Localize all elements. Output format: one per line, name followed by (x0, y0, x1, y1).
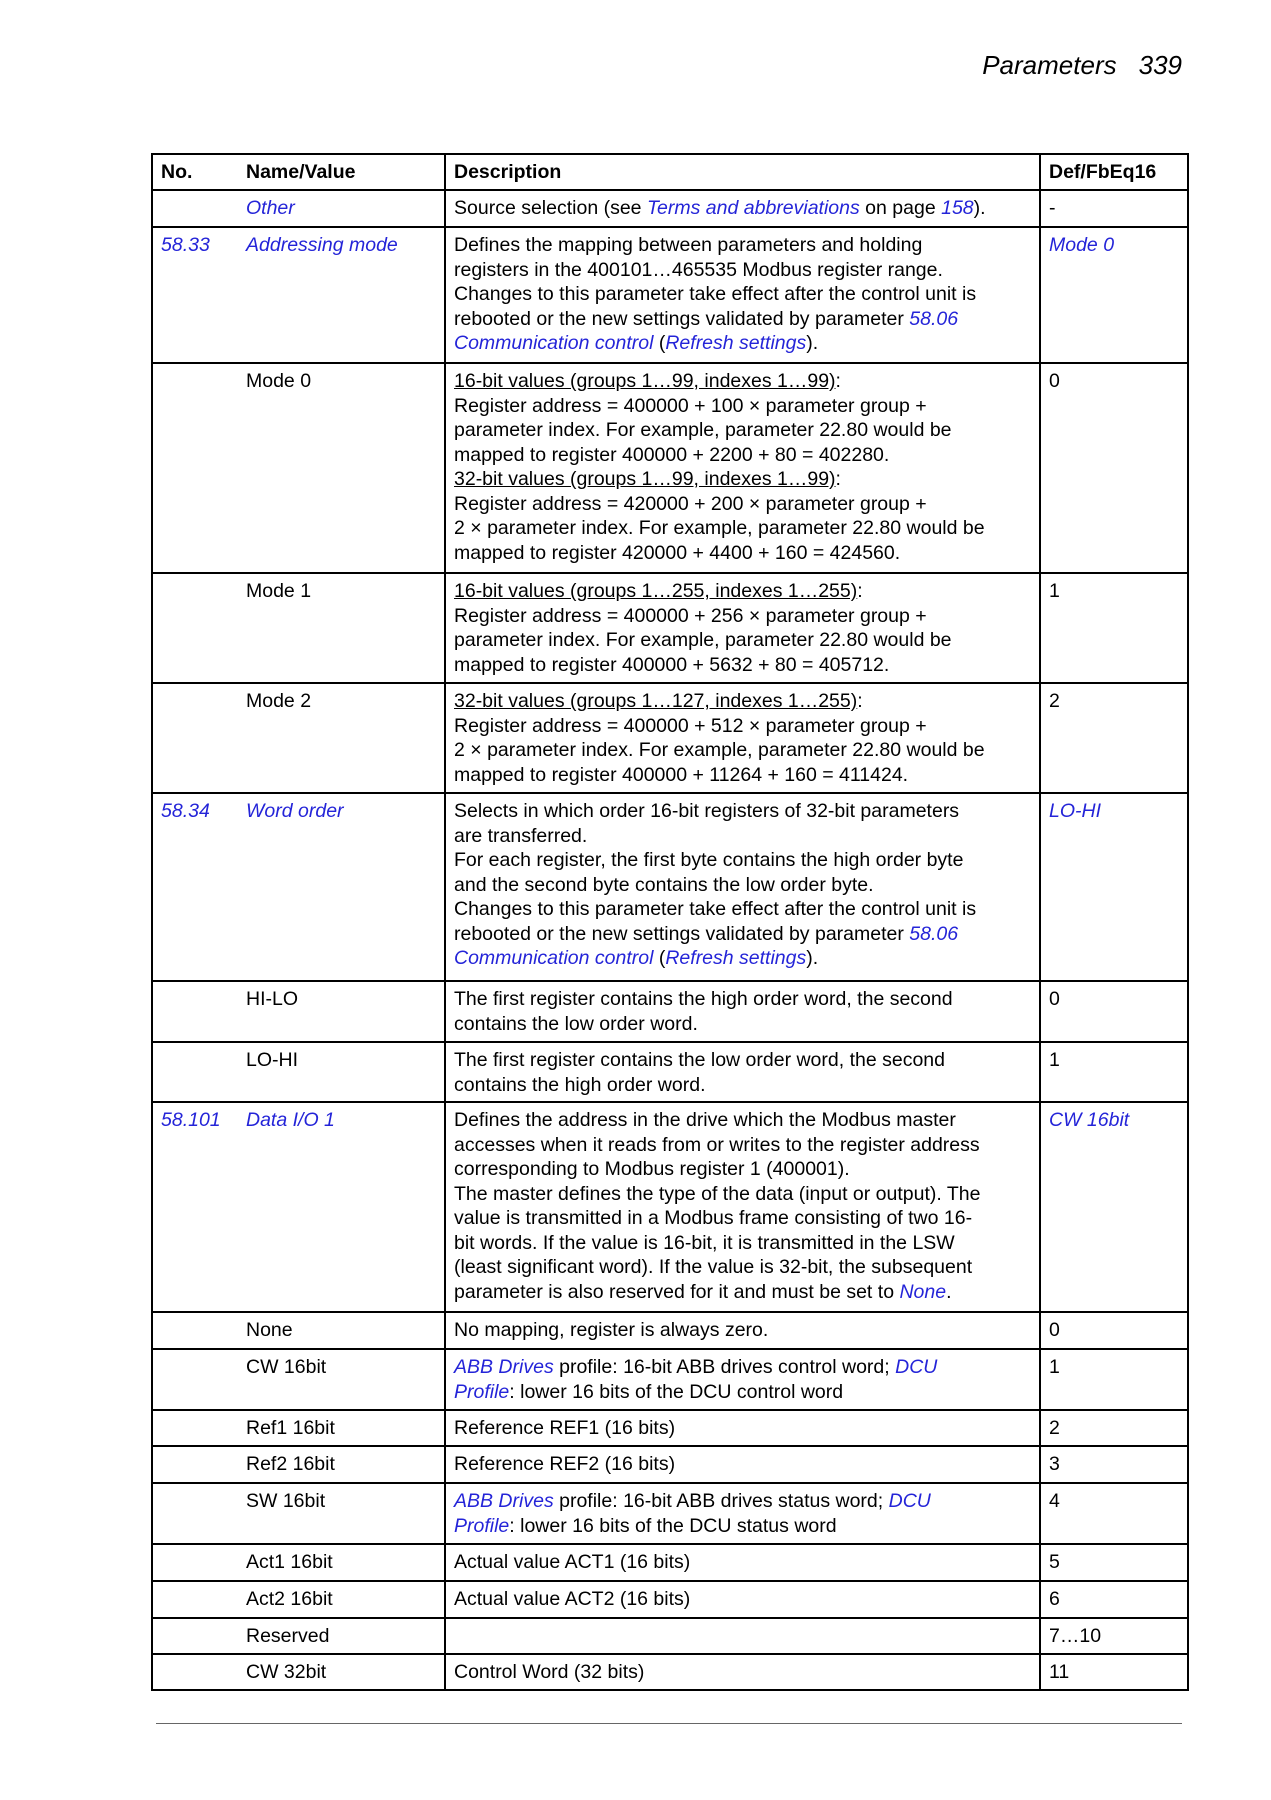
value-name: LO-HI (246, 1049, 299, 1071)
name-cell (152, 1102, 445, 1312)
default-cell (1040, 793, 1188, 981)
parameter-name-link[interactable]: Data I/O 1 (246, 1109, 335, 1131)
default-cell (1040, 227, 1188, 363)
description-line (454, 763, 1031, 788)
table-row (152, 1446, 1188, 1483)
name-cell (152, 1654, 445, 1690)
column-header-name: Name/Value (246, 161, 356, 183)
description-text: contains the low order word. (454, 1012, 698, 1035)
description-text: accesses when it reads from or writes to the register address (454, 1133, 980, 1156)
description-line (454, 1660, 1031, 1685)
description-line (454, 689, 1031, 714)
default-value: 2 (1049, 1417, 1060, 1439)
default-cell (1040, 190, 1188, 227)
description-line (454, 258, 1031, 283)
description-text: profile: 16-bit ABB drives status word; (553, 1490, 889, 1512)
description-line (454, 1133, 1031, 1158)
table-header-row (152, 154, 1188, 190)
description-cell (445, 1618, 1040, 1654)
description-text: mapped to register 400000 + 5632 + 80 = 405712. (454, 653, 890, 676)
description-cell (445, 683, 1040, 793)
table-row (152, 1544, 1188, 1581)
default-value: 3 (1049, 1453, 1060, 1475)
description-text: ). (806, 332, 819, 354)
description-cell (445, 1102, 1040, 1312)
description-text: contains the high order word. (454, 1073, 706, 1096)
description-line (454, 1489, 1031, 1514)
description-text: Actual value ACT1 (16 bits) (454, 1551, 691, 1573)
default-cell (1040, 1544, 1188, 1581)
name-cell (152, 981, 445, 1042)
page-header (982, 50, 1182, 81)
table-row (152, 1618, 1188, 1654)
value-name: Reserved (246, 1625, 330, 1647)
default-value: 1 (1049, 1049, 1060, 1071)
description-text: No mapping, register is always zero. (454, 1319, 769, 1341)
header-no-name (152, 154, 445, 190)
description-text: ( (653, 332, 666, 354)
table-row (152, 1483, 1188, 1544)
default-cell (1040, 573, 1188, 683)
description-text: registers in the 400101…465535 Modbus register range. (454, 258, 943, 281)
table-row (152, 793, 1188, 981)
default-cell (1040, 1446, 1188, 1483)
parameter-number[interactable]: 58.33 (161, 234, 210, 256)
cross-reference-link[interactable]: 158 (941, 197, 974, 219)
name-cell (152, 793, 445, 981)
description-line (454, 307, 1031, 332)
description-text: : lower 16 bits of the DCU status word (509, 1514, 837, 1537)
default-cell (1040, 1581, 1188, 1618)
description-text: Control Word (32 bits) (454, 1661, 645, 1683)
description-line (454, 1452, 1031, 1477)
name-cell (152, 683, 445, 793)
name-cell (152, 1581, 445, 1618)
description-text: mapped to register 400000 + 2200 + 80 = 402280. (454, 443, 890, 466)
description-text: bit words. If the value is 16-bit, it is transmitted in the LSW (454, 1231, 955, 1254)
description-cell (445, 227, 1040, 363)
name-cell (152, 363, 445, 573)
name-cell (152, 1410, 445, 1446)
cross-reference-link[interactable]: ABB Drives (454, 1490, 554, 1512)
description-text: Register address = 400000 + 100 × parameter group + (454, 394, 927, 417)
description-text: value is transmitted in a Modbus frame consisting of two 16- (454, 1207, 973, 1229)
description-line (454, 492, 1031, 517)
default-cell (1040, 1410, 1188, 1446)
table-row (152, 1581, 1188, 1618)
description-cell (445, 1581, 1040, 1618)
description-line (454, 653, 1031, 678)
parameter-number[interactable]: 58.34 (161, 800, 210, 822)
cross-reference-link[interactable]: Communication control (454, 947, 654, 969)
default-value: 5 (1049, 1551, 1060, 1573)
value-name: Mode 2 (246, 690, 312, 712)
table-row (152, 981, 1188, 1042)
cross-reference-link[interactable]: DCU (895, 1356, 938, 1378)
description-cell (445, 1446, 1040, 1483)
default-cell (1040, 1312, 1188, 1349)
parameter-name-link[interactable]: Addressing mode (246, 234, 398, 256)
default-cell (1040, 363, 1188, 573)
name-cell (152, 190, 445, 227)
description-line (454, 1514, 1031, 1539)
default-cell (1040, 1042, 1188, 1102)
table-row (152, 1312, 1188, 1349)
underlined-heading: 16-bit values (groups 1…255, indexes 1…255) (454, 580, 858, 602)
description-line (454, 1318, 1031, 1343)
description-line (454, 443, 1031, 468)
default-value-link[interactable]: LO-HI (1049, 800, 1102, 822)
cross-reference-link[interactable]: Refresh settings (665, 947, 807, 969)
name-cell (152, 1312, 445, 1349)
description-text: For each register, the first byte contains the high order byte (454, 849, 964, 871)
table-row (152, 1410, 1188, 1446)
description-text: parameter is also reserved for it and must be set to (454, 1280, 900, 1303)
description-text: Source selection (see (454, 197, 647, 219)
table-row (152, 363, 1188, 573)
default-value: 7…10 (1049, 1625, 1102, 1647)
description-text: Actual value ACT2 (16 bits) (454, 1588, 691, 1610)
default-value: 1 (1049, 1356, 1060, 1378)
default-value: 0 (1049, 988, 1060, 1010)
description-text: . (946, 1280, 952, 1303)
description-cell (445, 1483, 1040, 1544)
value-name: HI-LO (246, 988, 299, 1010)
description-line (454, 369, 1031, 394)
description-text: Reference REF2 (16 bits) (454, 1453, 676, 1475)
column-header-default: Def/FbEq16 (1040, 154, 1188, 190)
description-text: : (835, 468, 841, 490)
default-cell (1040, 683, 1188, 793)
value-name: Mode 0 (246, 370, 312, 392)
description-cell (445, 981, 1040, 1042)
description-text: The master defines the type of the data (input or output). The (454, 1182, 981, 1205)
description-text: profile: 16-bit ABB drives control word; (553, 1356, 896, 1378)
table-row (152, 190, 1188, 227)
description-line (454, 1073, 1031, 1098)
parameter-table (151, 153, 1189, 1691)
default-cell (1040, 1349, 1188, 1410)
description-text: parameter index. For example, parameter 22.80 would be (454, 419, 952, 441)
description-line (454, 922, 1031, 947)
cross-reference-link[interactable]: 58.06 (909, 307, 959, 330)
description-line (454, 516, 1031, 541)
description-line (454, 1182, 1031, 1207)
cross-reference-link[interactable]: Profile (454, 1380, 510, 1403)
description-cell (445, 1349, 1040, 1410)
description-text: The first register contains the high order word, the second (454, 988, 953, 1010)
cross-reference-link[interactable]: 58.06 (909, 922, 959, 945)
description-line (454, 1231, 1031, 1256)
description-line (454, 394, 1031, 419)
description-line (454, 1380, 1031, 1405)
description-text: Reference REF1 (16 bits) (454, 1417, 676, 1439)
description-line (454, 1206, 1031, 1231)
description-cell (445, 573, 1040, 683)
value-name: SW 16bit (246, 1490, 326, 1512)
description-line (454, 799, 1031, 824)
description-line (454, 848, 1031, 873)
description-text: 2 × parameter index. For example, parameter 22.80 would be (454, 739, 985, 761)
description-text: : (857, 580, 863, 602)
description-text: : lower 16 bits of the DCU control word (509, 1380, 844, 1403)
value-name: Ref1 16bit (246, 1417, 335, 1439)
value-name: CW 16bit (246, 1356, 327, 1378)
table-row (152, 573, 1188, 683)
table-row (152, 683, 1188, 793)
description-text: corresponding to Modbus register 1 (400001). (454, 1158, 850, 1180)
cross-reference-link[interactable]: Profile (454, 1514, 510, 1537)
description-line (454, 1157, 1031, 1182)
description-cell (445, 793, 1040, 981)
description-text: : (857, 690, 863, 712)
default-value: 0 (1049, 370, 1060, 392)
page-number: 339 (1138, 50, 1182, 80)
default-value: 2 (1049, 690, 1060, 712)
description-text: Changes to this parameter take effect after the control unit is (454, 898, 977, 920)
underlined-heading: 32-bit values (groups 1…99, indexes 1…99) (454, 468, 836, 490)
description-cell (445, 1312, 1040, 1349)
table-row (152, 1042, 1188, 1102)
cross-reference-link[interactable]: Refresh settings (665, 332, 807, 354)
value-name: None (246, 1319, 293, 1341)
description-line (454, 579, 1031, 604)
description-line (454, 1012, 1031, 1037)
description-line (454, 824, 1031, 849)
description-line (454, 282, 1031, 307)
description-line (454, 897, 1031, 922)
description-text: on page (859, 197, 942, 219)
description-cell (445, 1544, 1040, 1581)
description-text: The first register contains the low order word, the second (454, 1049, 945, 1071)
default-value: 4 (1049, 1490, 1060, 1512)
description-text: Register address = 400000 + 512 × parameter group + (454, 714, 927, 737)
description-line (454, 418, 1031, 443)
default-value: 0 (1049, 1319, 1060, 1341)
value-name: CW 32bit (246, 1661, 327, 1683)
description-line (454, 738, 1031, 763)
section-title: Parameters (982, 50, 1117, 80)
description-text: mapped to register 420000 + 4400 + 160 = 424560. (454, 541, 901, 564)
description-text: Defines the address in the drive which the Modbus master (454, 1109, 956, 1131)
name-cell (152, 227, 445, 363)
name-cell (152, 1446, 445, 1483)
description-line (454, 946, 1031, 971)
description-line (454, 1255, 1031, 1280)
column-header-description: Description (445, 154, 1040, 190)
name-cell (152, 1544, 445, 1581)
table-row (152, 1102, 1188, 1312)
table-row (152, 227, 1188, 363)
description-text: rebooted or the new settings validated by parameter (454, 922, 910, 945)
description-text: mapped to register 400000 + 11264 + 160 = 411424. (454, 763, 909, 786)
description-text: : (835, 370, 841, 392)
underlined-heading: 32-bit values (groups 1…127, indexes 1…255) (454, 690, 858, 712)
description-text: (least significant word). If the value is 32-bit, the subsequent (454, 1256, 973, 1278)
parameter-number[interactable]: 58.101 (161, 1109, 221, 1131)
description-cell (445, 190, 1040, 227)
value-name: Mode 1 (246, 580, 312, 602)
name-cell (152, 573, 445, 683)
description-line (454, 1550, 1031, 1575)
description-text: Selects in which order 16-bit registers of 32-bit parameters (454, 800, 960, 822)
column-header-no: No. (161, 161, 193, 183)
description-text: Defines the mapping between parameters and holding (454, 234, 923, 256)
description-cell (445, 363, 1040, 573)
description-text: ( (653, 947, 666, 969)
description-cell (445, 1042, 1040, 1102)
description-text: ). (806, 947, 819, 969)
description-line (454, 987, 1031, 1012)
description-text: 2 × parameter index. For example, parameter 22.80 would be (454, 517, 985, 539)
description-line (454, 467, 1031, 492)
description-cell (445, 1410, 1040, 1446)
description-text: ). (973, 197, 986, 219)
description-text: rebooted or the new settings validated by parameter (454, 307, 910, 330)
description-line (454, 1355, 1031, 1380)
value-name: Act2 16bit (246, 1588, 333, 1610)
description-text: Register address = 400000 + 256 × parameter group + (454, 604, 927, 627)
description-cell (445, 1654, 1040, 1690)
default-value: 11 (1049, 1661, 1070, 1683)
description-line (454, 1416, 1031, 1441)
value-name: Act1 16bit (246, 1551, 333, 1573)
name-cell (152, 1042, 445, 1102)
name-cell (152, 1349, 445, 1410)
cross-reference-link[interactable]: ABB Drives (454, 1356, 554, 1378)
underlined-heading: 16-bit values (groups 1…99, indexes 1…99) (454, 370, 836, 392)
description-line (454, 604, 1031, 629)
default-value: 1 (1049, 580, 1060, 602)
description-text: are transferred. (454, 824, 588, 847)
description-line (454, 1108, 1031, 1133)
cross-reference-link[interactable]: Terms and abbreviations (646, 197, 860, 219)
description-text: Changes to this parameter take effect after the control unit is (454, 283, 977, 305)
description-line (454, 714, 1031, 739)
default-value-link[interactable]: CW 16bit (1049, 1109, 1130, 1131)
cross-reference-link[interactable]: None (899, 1280, 947, 1303)
description-line (454, 873, 1031, 898)
table-row (152, 1349, 1188, 1410)
description-line (454, 196, 1031, 221)
description-text: and the second byte contains the low order byte. (454, 873, 874, 896)
description-text: Register address = 420000 + 200 × parameter group + (454, 492, 927, 515)
description-line (454, 1280, 1031, 1305)
default-cell (1040, 1102, 1188, 1312)
value-name: Ref2 16bit (246, 1453, 335, 1475)
table-row (152, 1654, 1188, 1690)
default-cell (1040, 1483, 1188, 1544)
description-line (454, 331, 1031, 356)
default-value-link[interactable]: Mode 0 (1049, 234, 1115, 256)
default-cell (1040, 1618, 1188, 1654)
name-cell (152, 1483, 445, 1544)
footer-rule (156, 1723, 1182, 1724)
description-line (454, 1048, 1031, 1073)
description-line (454, 628, 1031, 653)
parameter-name-link[interactable]: Other (246, 197, 295, 219)
description-line (454, 233, 1031, 258)
description-text: parameter index. For example, parameter 22.80 would be (454, 629, 952, 651)
default-cell (1040, 1654, 1188, 1690)
parameter-name-link[interactable]: Word order (246, 800, 344, 822)
default-value: 6 (1049, 1588, 1060, 1610)
cross-reference-link[interactable]: DCU (888, 1490, 931, 1512)
description-line (454, 1587, 1031, 1612)
default-cell (1040, 981, 1188, 1042)
cross-reference-link[interactable]: Communication control (454, 332, 654, 354)
name-cell (152, 1618, 445, 1654)
default-value: - (1049, 197, 1056, 219)
description-line (454, 541, 1031, 566)
